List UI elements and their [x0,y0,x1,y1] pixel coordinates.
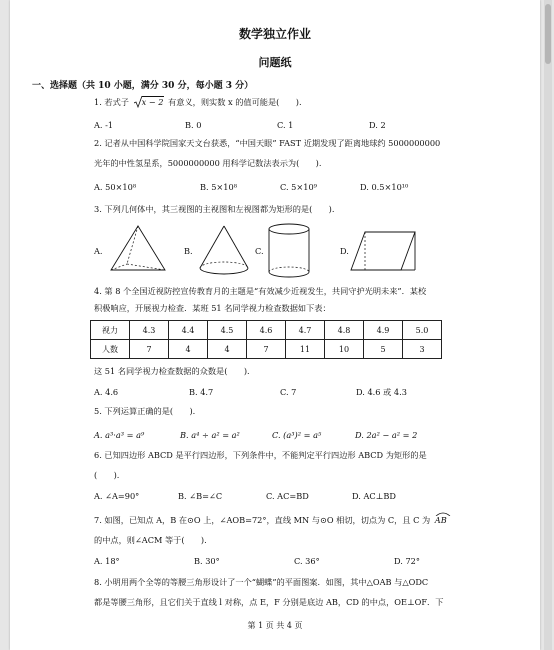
question-5-option-b: B. a⁴ ÷ a² = a² [180,430,240,440]
question-6-option-c: C. AC=BD [266,491,309,501]
scrollbar-thumb[interactable] [545,4,551,64]
vision-data-table [90,320,442,359]
table-cell: 4.7 [286,321,325,340]
question-7-option-b: B. 30° [194,556,220,566]
cylinder-figure [267,222,311,280]
table-cell: 4.3 [130,321,169,340]
question-6-option-b: B. ∠B=∠C [178,491,223,501]
question-4-option-c: C. 7 [280,387,297,397]
pyramid-figure [107,224,169,276]
question-2-option-a: A. 50×10⁸ [94,182,137,192]
table-header-count: 人数 [91,340,130,359]
question-4-option-b: B. 4.7 [189,387,214,397]
question-7-option-c: C. 36° [294,556,320,566]
table-cell: 11 [286,340,325,359]
question-4-option-a: A. 4.6 [94,387,119,397]
question-5-option-c: C. (a³)² = a⁵ [272,430,322,440]
table-cell: 4.4 [169,321,208,340]
question-1-option-d: D. 2 [369,120,386,130]
arc-symbol-icon [435,512,451,516]
question-7-option-a: A. 18° [94,556,120,566]
table-row [91,340,442,359]
question-7-line-1 [94,515,447,526]
table-cell: 4 [208,340,247,359]
question-8-line-2: 都是等腰三角形，且它们关于直线 l 对称，点 E，F 分别是底边 AB，CD 的中点，OE⊥OF．下 [94,597,444,607]
arc-ab [435,515,447,526]
question-2-option-b: B. 5×10⁸ [200,182,237,192]
section-heading: 一、选择题（共 10 小题，满分 30 分，每小题 3 分） [32,81,254,91]
question-3-label-a: A. [94,246,103,256]
question-4-line-1: 4. 第 8 个全国近视防控宣传教育月的主题是“有效减少近视发生，共同守护光明未来”．某校 [94,286,427,296]
prism-figure [347,226,419,274]
page-footer: 第 1 页 共 4 页 [247,621,303,630]
question-7-line-1-text: 7. 如图，已知点 A，B 在⊙O 上，∠AOB=72°，直线 MN 与⊙O 相切，切点为 C，且 C 为 [94,515,431,525]
radical-expression [134,97,164,108]
table-cell: 4.8 [325,321,364,340]
question-8-line-1: 8. 小明用两个全等的等腰三角形设计了一个“蝴蝶”的平面图案．如图，其中△OAB 与△ODC [94,577,429,587]
question-7-line-2: 的中点，则∠ACM 等于( ). [94,535,207,545]
table-cell: 4.9 [364,321,403,340]
arc-label: AB [434,515,447,525]
question-1-stem [94,97,302,108]
table-header-vision: 视力 [91,321,130,340]
vertical-scrollbar[interactable] [544,0,552,650]
question-5-option-d: D. 2a² − a² = 2 [355,430,418,440]
question-6-option-a: A. ∠A=90° [94,491,140,501]
radicand: x − 2 [141,97,164,107]
question-2-line-2: 光年的中性氢星系，5000000000 用科学记数法表示为( ). [94,158,322,168]
question-3-label-d: D. [340,246,349,256]
table-cell: 4 [169,340,208,359]
table-cell: 4.6 [247,321,286,340]
question-6-line-1: 6. 已知四边形 ABCD 是平行四边形，下列条件中，不能判定平行四边形 ABCD 为矩形的是 [94,450,427,460]
question-5-option-a: A. a³·a³ = a⁹ [94,430,145,440]
question-2-option-c: C. 5×10⁹ [280,182,317,192]
question-2-line-1: 2. 记者从中国科学院国家天文台获悉，“中国天眼” FAST 近期发现了距离地球约 5000000000 [94,138,441,148]
table-cell: 5.0 [403,321,442,340]
question-3-label-c: C. [255,246,264,256]
table-cell: 4.5 [208,321,247,340]
table-cell: 7 [247,340,286,359]
question-1-stem-b: 有意义，则实数 x 的值可能是( ). [168,97,302,107]
question-3-label-b: B. [184,246,193,256]
question-3-stem: 3. 下列几何体中，其三视图的主视图和左视图都为矩形的是( ). [94,204,335,214]
question-1-stem-a: 1. 若式子 [94,97,129,107]
question-2-option-d: D. 0.5×10¹⁰ [360,182,409,192]
page-title: 数学独立作业 [238,27,311,41]
table-cell: 3 [403,340,442,359]
table-row [91,321,442,340]
question-1-option-c: C. 1 [277,120,294,130]
question-7-option-d: D. 72° [394,556,420,566]
radical-sign-icon [134,96,143,108]
document-page [10,0,540,650]
question-1-option-b: B. 0 [185,120,202,130]
question-4-line-2: 积极响应，开展视力检查．某班 51 名同学视力检查数据如下表： [94,303,331,313]
question-1-option-a: A. -1 [94,120,114,130]
question-6-line-2: ( ). [94,470,120,480]
question-4-option-d: D. 4.6 或 4.3 [356,387,407,397]
table-cell: 7 [130,340,169,359]
cone-figure [196,224,252,278]
page-subtitle: 问题纸 [258,56,292,69]
table-cell: 5 [364,340,403,359]
question-5-stem: 5. 下列运算正确的是( ). [94,406,196,416]
question-6-option-d: D. AC⊥BD [352,491,396,501]
table-cell: 10 [325,340,364,359]
question-4-line-3: 这 51 名同学视力检查数据的众数是( ). [94,366,250,376]
